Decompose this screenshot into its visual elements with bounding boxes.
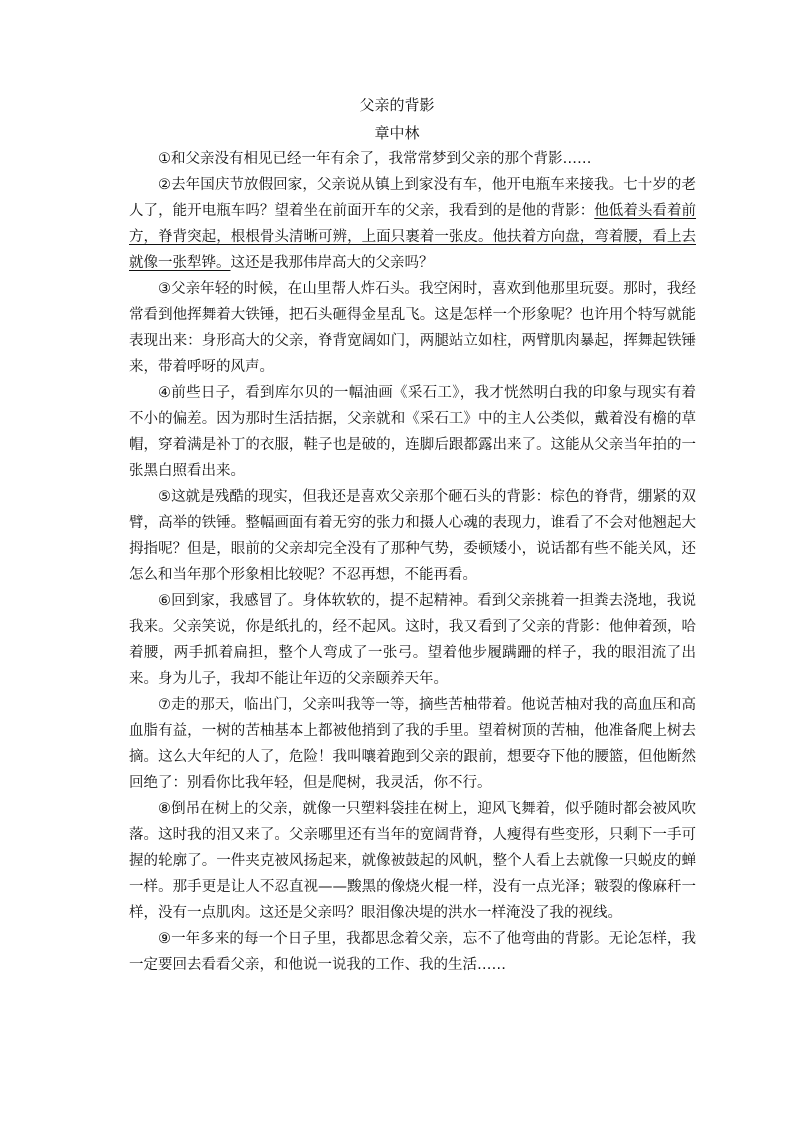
paragraph-2-end: 这还是我那伟岸高大的父亲吗？ xyxy=(230,255,434,271)
article-title: 父亲的背影 xyxy=(359,96,435,114)
paragraph-9: ⑨一年多来的每一个日子里，我都思念着父亲，忘不了他弯曲的背影。无论怎样，我一定要回去看看父亲，和他说一说我的工作、我的生活…… xyxy=(129,931,696,973)
paragraph-8: ⑧倒吊在树上的父亲，就像一只塑料袋挂在树上，迎风飞舞着，似乎随时都会被风吹落。这时我的泪又来了。父亲哪里还有当年的宽阔背脊，人瘦得有些变形，只剩下一手可握的轮廓了。一件夹克被风扬起来，就像被鼓起的风帆，整个人看上去就像一只蜕皮的蝉一样。那手更是让人不忍直视——黢黑的像烧火棍一样，没有一点光泽；皲裂的像麻秆一样，没有一点肌肉。这还是父亲吗？眼泪像决堤的洪水一样淹没了我的视线。 xyxy=(129,801,696,921)
article-author: 章中林 xyxy=(374,124,420,142)
article-body xyxy=(129,146,696,978)
paragraph-2-underlined: 他低着头看着前方，脊背突起，根根骨头清晰可辨，上面只裹着一张皮。他扶着方向盘，弯着腰，看上去就像一张犁铧。 xyxy=(129,203,697,271)
paragraph-6: ⑥回到家，我感冒了。身体软软的，提不起精神。看到父亲挑着一担粪去浇地，我说我来。父亲笑说，你是纸扎的，经不起风。这时，我又看到了父亲的背影：他伸着颈，哈着腰，两手抓着扁担，整个人弯成了一张弓。望着他步履蹒跚的样子，我的眼泪流了出来。身为儿子，我却不能让年迈的父亲颐养天年。 xyxy=(129,593,696,687)
paragraph-2-intro: ②去年国庆节放假回家，父亲说从镇上到家没有车，他开电瓶车来接我。七十岁的老人了，能开电瓶车吗？望着坐在前面开车的父亲，我看到的是他的背影： xyxy=(129,177,696,219)
paragraph-2 xyxy=(129,172,696,276)
paragraph-7: ⑦走的那天，临出门，父亲叫我等一等，摘些苦柚带着。他说苦柚对我的高血压和高血脂有益，一树的苦柚基本上都被他捎到了我的手里。望着树顶的苦柚，他准备爬上树去摘。这么大年纪的人了，危险！我叫嚷着跑到父亲的跟前，想要夺下他的腰篮，但他断然回绝了：别看你比我年轻，但是爬树，我灵活，你不行。 xyxy=(129,697,696,791)
paragraph-4: ④前些日子，看到库尔贝的一幅油画《采石工》，我才恍然明白我的印象与现实有着不小的偏差。因为那时生活拮据，父亲就和《采石工》中的主人公类似，戴着没有檐的草帽，穿着满是补丁的衣服，鞋子也是破的，连脚后跟都露出来了。这能从父亲当年拍的一张黑白照看出来。 xyxy=(129,385,696,479)
paragraph-1: ①和父亲没有相见已经一年有余了，我常常梦到父亲的那个背影…… xyxy=(158,151,592,167)
paragraph-5: ⑤这就是残酷的现实，但我还是喜欢父亲那个砸石头的背影：棕色的脊背，绷紧的双臂，高举的铁锤。整幅画面有着无穷的张力和摄人心魂的表现力，谁看了不会对他翘起大拇指呢？但是，眼前的父亲却完全没有了那种气势，委顿矮小，说话都有些不能关风，还怎么和当年那个形象相比较呢？不忍再想，不能再看。 xyxy=(129,489,696,583)
paragraph-3: ③父亲年轻的时候，在山里帮人炸石头。我空闲时，喜欢到他那里玩耍。那时，我经常看到他挥舞着大铁锤，把石头砸得金星乱飞。这是怎样一个形象呢？也许用个特写就能表现出来：身形高大的父亲，脊背宽阔如门，两腿站立如柱，两臂肌肉暴起，挥舞起铁锤来，带着呼呀的风声。 xyxy=(129,281,696,375)
